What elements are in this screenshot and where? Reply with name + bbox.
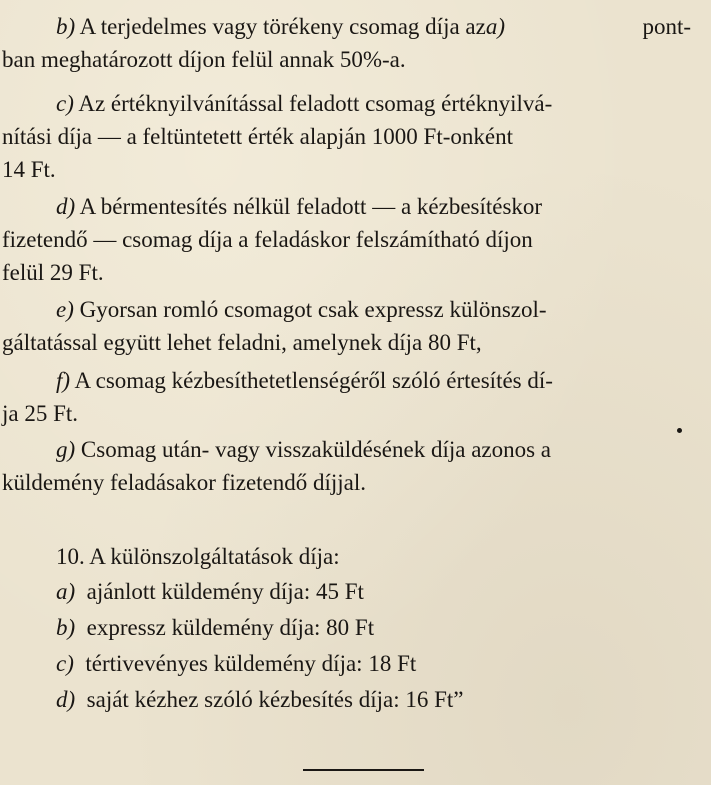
section-10-item-d (56, 683, 464, 716)
item-c-line-2: nítási díja — a feltüntetett érték alapján 1000 Ft-onként (2, 124, 513, 149)
item-d-marker: d) (56, 194, 76, 219)
item-d-line-3: felül 29 Ft. (2, 260, 104, 285)
item-d-text-1: A bérmentesítés nélkül feladott — a kézbesítéskor (79, 194, 543, 219)
item-c-line-3: 14 Ft. (2, 157, 56, 182)
section-10-heading: 10. A különszolgáltatások díja: (56, 544, 340, 569)
section-10-item-c-text: tértivevényes küldemény díja: 18 Ft (85, 651, 417, 676)
item-f-line-2: ja 25 Ft. (2, 401, 79, 426)
item-b-line-2: ban meghatározott díjon felül annak 50%-a. (2, 47, 406, 72)
item-f-text-1: A csomag kézbesíthetetlenségéről szóló értesítés dí- (74, 368, 553, 393)
section-10-item-c-marker: c) (56, 651, 74, 676)
item-b-marker: b) (56, 14, 76, 39)
section-10-item-b (56, 611, 374, 644)
section-10-item-a-text: ajánlott küldemény díja: 45 Ft (86, 579, 364, 604)
item-e-line-2: gáltatással együtt lehet feladni, amelynek díja 80 Ft, (2, 330, 482, 355)
item-b-text-1-end: pont- (642, 14, 691, 39)
item-f-line-1 (56, 364, 553, 397)
item-b-text-1: A terjedelmes vagy törékeny csomag díja az (79, 14, 486, 39)
section-10-item-b-marker: b) (56, 615, 76, 640)
item-c-line-1 (56, 87, 552, 120)
section-10-item-d-text: saját kézhez szóló kézbesítés díja: 16 Ft” (86, 687, 464, 712)
section-10-item-a-marker: a) (56, 579, 76, 604)
section-10-item-c (56, 647, 416, 680)
item-g-text-1: Csomag után- vagy visszaküldésének díja azonos a (80, 437, 552, 462)
section-10-item-b-text: expressz küldemény díja: 80 Ft (86, 615, 375, 640)
item-c-marker: c) (56, 91, 74, 116)
section-10-item-a (56, 575, 364, 608)
item-d-line-2: fizetendő — csomag díja a feladáskor felszámítható díjon (2, 227, 533, 252)
item-e-marker: e) (56, 297, 74, 322)
item-b-line-1 (56, 10, 691, 43)
item-c-text-1: Az értéknyilvánítással feladott csomag értéknyilvá- (78, 91, 553, 116)
item-e-text-1: Gyorsan romló csomagot csak expressz különszol- (79, 297, 547, 322)
item-g-marker: g) (56, 437, 76, 462)
item-g-line-1 (56, 433, 551, 466)
item-d-line-1 (56, 190, 542, 223)
section-10-item-d-marker: d) (56, 687, 76, 712)
closing-rule (303, 769, 424, 771)
item-b-ref: a) (485, 14, 506, 39)
item-g-line-2: küldemény feladásakor fizetendő díjjal. (2, 470, 367, 495)
item-e-line-1 (56, 293, 547, 326)
ink-speck (677, 428, 682, 433)
item-f-marker: f) (56, 368, 71, 393)
item-b-first-segment (56, 10, 505, 43)
